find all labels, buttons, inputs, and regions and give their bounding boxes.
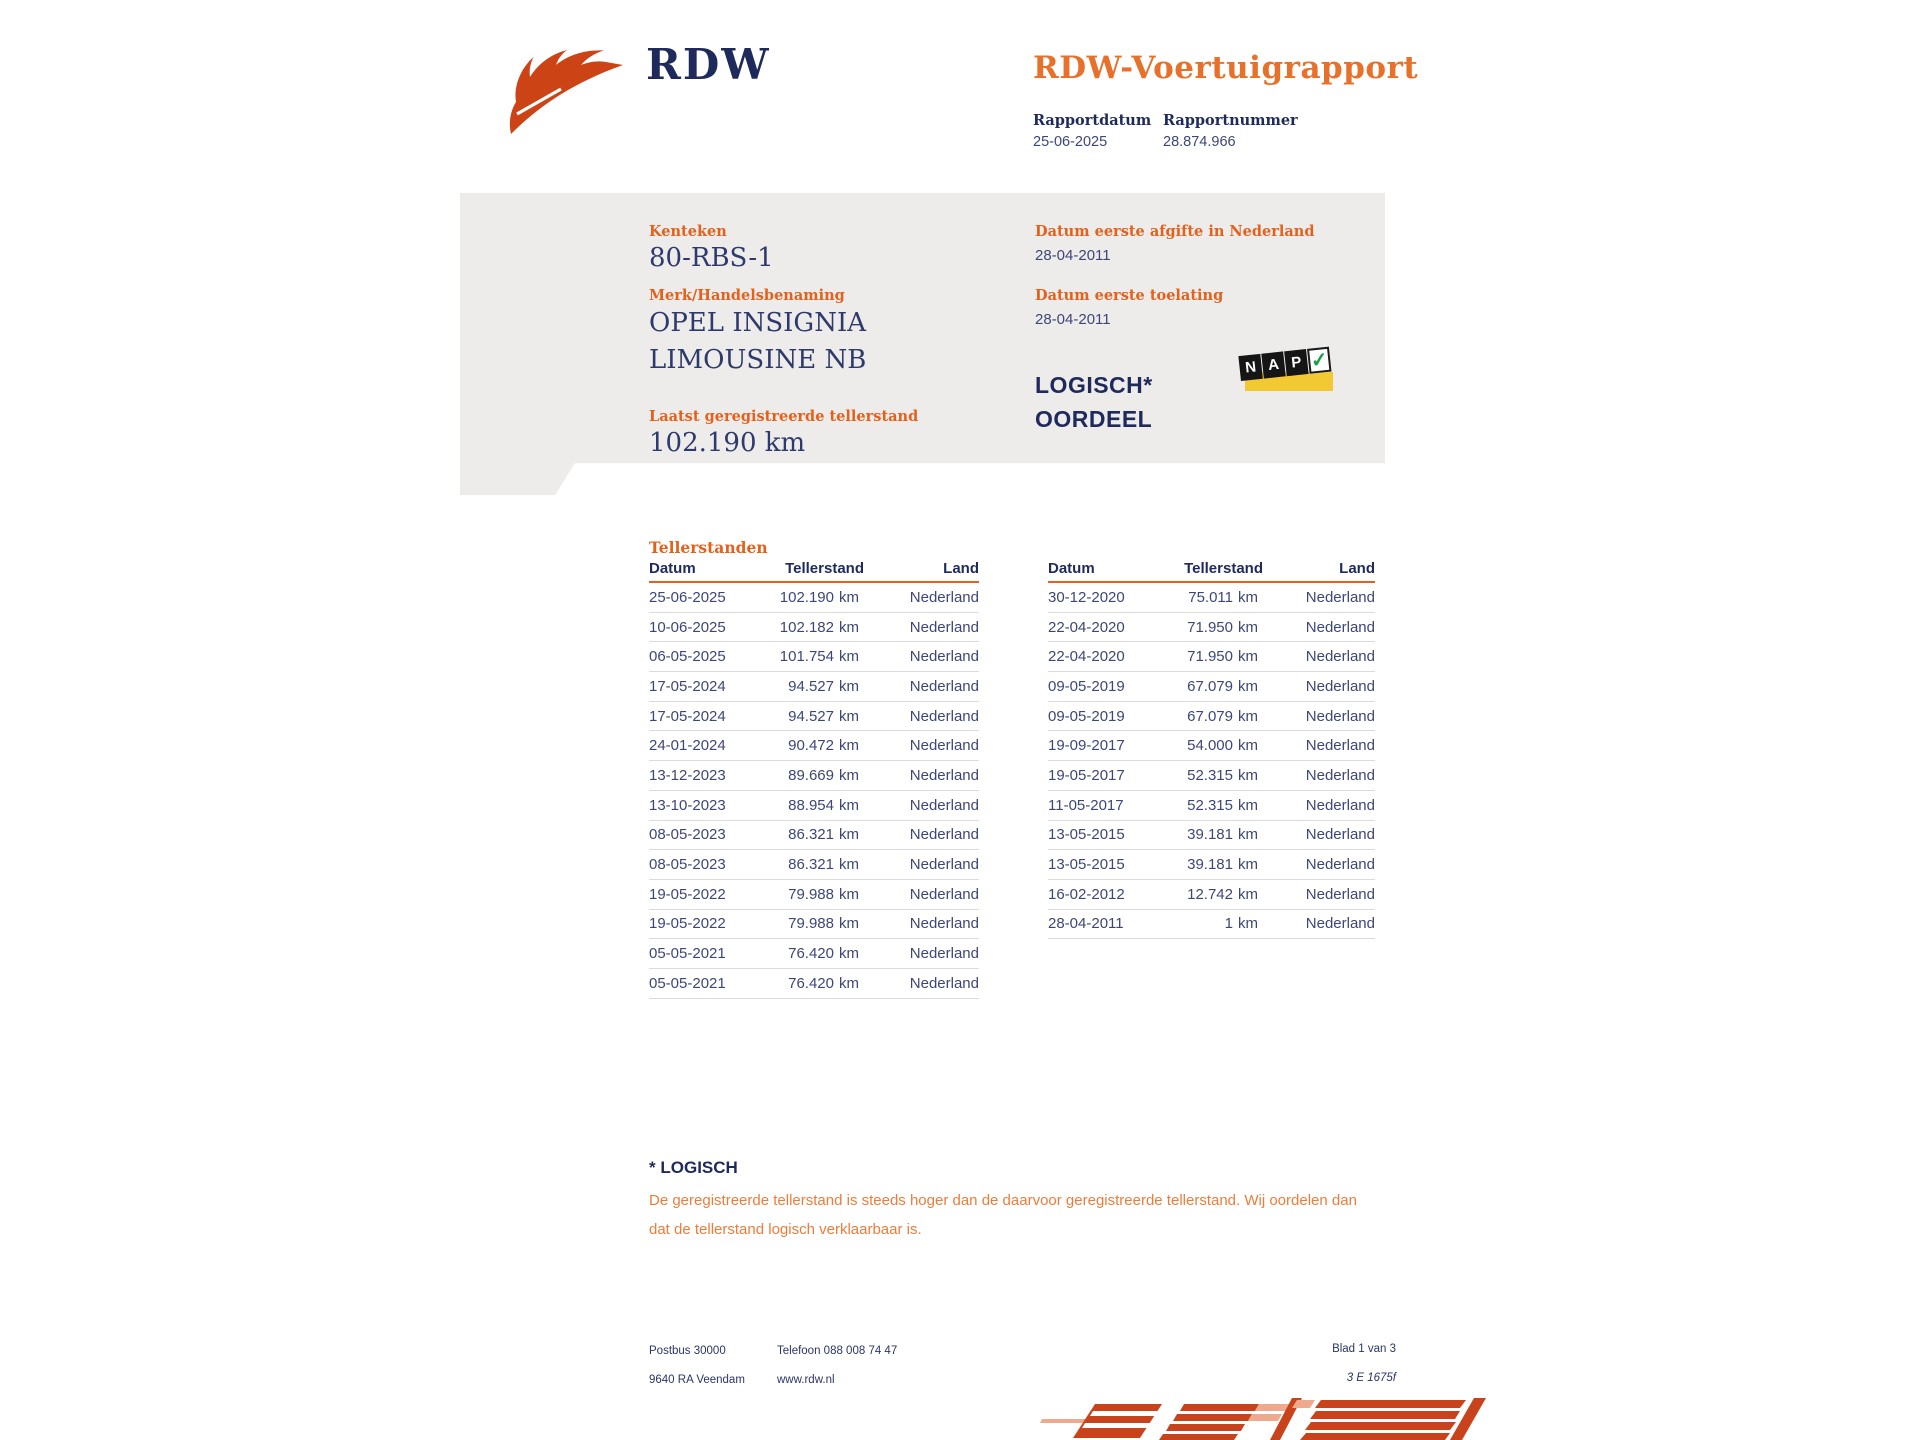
cell-datum: 19-05-2017	[1048, 766, 1125, 784]
table-row	[649, 791, 979, 821]
cell-tellerstand: 1	[1224, 915, 1233, 933]
table-body	[649, 583, 979, 999]
table-header-row	[1048, 560, 1375, 583]
cell-datum: 17-05-2024	[649, 707, 726, 725]
cell-datum: 16-02-2012	[1048, 885, 1125, 903]
cell-datum: 11-05-2017	[1048, 796, 1124, 814]
nap-logo	[1241, 348, 1341, 400]
cell-tellerstand: 94.527	[788, 677, 834, 695]
cell-unit: km	[1238, 856, 1258, 874]
cell-unit: km	[839, 826, 859, 844]
cell-land: Nederland	[909, 677, 979, 695]
nap-letter-a: A	[1261, 351, 1285, 378]
table-row	[1048, 672, 1375, 702]
report-date-label: Rapportdatum	[1033, 112, 1152, 129]
table-row	[1048, 613, 1375, 643]
cell-unit: km	[839, 885, 859, 903]
table-row	[649, 731, 979, 761]
footnote-line2: dat de tellerstand logisch verklaarbaar is.	[649, 1221, 922, 1238]
cell-land: Nederland	[909, 766, 979, 784]
cell-tellerstand: 101.754	[779, 648, 834, 666]
cell-tellerstand: 67.079	[1187, 707, 1233, 725]
footer-postbus: Postbus 30000	[649, 1345, 726, 1357]
cell-tellerstand: 71.950	[1187, 648, 1233, 666]
cell-land: Nederland	[909, 796, 979, 814]
cell-unit: km	[839, 856, 859, 874]
col-header-datum: Datum	[1048, 560, 1095, 577]
cell-datum: 13-05-2015	[1048, 856, 1125, 874]
cell-land: Nederland	[909, 588, 979, 606]
cell-datum: 10-06-2025	[649, 618, 726, 636]
table-row	[1048, 702, 1375, 732]
table-header-row	[649, 560, 979, 583]
nap-checkmark-icon: ✓	[1307, 347, 1331, 374]
table-row	[1048, 880, 1375, 910]
table-row	[649, 880, 979, 910]
cell-tellerstand: 39.181	[1187, 856, 1233, 874]
cell-unit: km	[1238, 826, 1258, 844]
cell-tellerstand: 12.742	[1187, 885, 1233, 903]
table-row	[649, 910, 979, 940]
nap-letter-p: P	[1284, 349, 1308, 376]
cell-tellerstand: 71.950	[1187, 618, 1233, 636]
table-row	[1048, 761, 1375, 791]
cell-unit: km	[1238, 915, 1258, 933]
laatste-tellerstand-label: Laatst geregistreerde tellerstand	[649, 408, 919, 425]
cell-unit: km	[839, 588, 859, 606]
cell-unit: km	[839, 737, 859, 755]
table-row	[1048, 821, 1375, 851]
cell-unit: km	[839, 677, 859, 695]
rdw-feather-logo-icon	[505, 50, 630, 138]
cell-unit: km	[839, 945, 859, 963]
cell-tellerstand: 54.000	[1187, 737, 1233, 755]
nap-letter-n: N	[1238, 354, 1262, 381]
cell-unit: km	[1238, 707, 1258, 725]
footnote-title	[649, 1158, 738, 1178]
footer-phone: Telefoon 088 008 74 47	[777, 1345, 898, 1357]
cell-tellerstand: 67.079	[1187, 677, 1233, 695]
cell-unit: km	[839, 648, 859, 666]
table-body	[1048, 583, 1375, 939]
footer-form-code: 3 E 1675f	[1346, 1372, 1396, 1384]
cell-land: Nederland	[1305, 618, 1375, 636]
cell-tellerstand: 86.321	[788, 856, 834, 874]
cell-land: Nederland	[909, 915, 979, 933]
cell-tellerstand: 79.988	[788, 885, 834, 903]
cell-tellerstand: 52.315	[1187, 796, 1233, 814]
cell-datum: 13-05-2015	[1048, 826, 1125, 844]
cell-unit: km	[839, 915, 859, 933]
table-row	[1048, 731, 1375, 761]
cell-tellerstand: 86.321	[788, 826, 834, 844]
cell-land: Nederland	[1305, 588, 1375, 606]
table-row	[649, 702, 979, 732]
cell-unit: km	[839, 766, 859, 784]
cell-datum: 08-05-2023	[649, 856, 726, 874]
cell-tellerstand: 90.472	[788, 737, 834, 755]
laatste-tellerstand-value: 102.190 km	[649, 428, 806, 458]
cell-land: Nederland	[1305, 856, 1375, 874]
cell-datum: 25-06-2025	[649, 588, 726, 606]
cell-datum: 09-05-2019	[1048, 677, 1125, 695]
table-row	[649, 672, 979, 702]
cell-datum: 09-05-2019	[1048, 707, 1125, 725]
cell-land: Nederland	[1305, 707, 1375, 725]
tellerstanden-table-right	[1048, 560, 1375, 939]
footer-website: www.rdw.nl	[777, 1374, 835, 1386]
table-row	[649, 850, 979, 880]
cell-tellerstand: 88.954	[788, 796, 834, 814]
col-header-land: Land	[1339, 560, 1375, 577]
cell-datum: 17-05-2024	[649, 677, 726, 695]
cell-land: Nederland	[1305, 648, 1375, 666]
footnote-star: *	[649, 1158, 656, 1177]
cell-land: Nederland	[909, 974, 979, 992]
cell-datum: 06-05-2025	[649, 648, 726, 666]
cell-datum: 19-05-2022	[649, 915, 726, 933]
table-row	[649, 821, 979, 851]
cell-land: Nederland	[1305, 915, 1375, 933]
cell-datum: 30-12-2020	[1048, 588, 1125, 606]
cell-datum: 05-05-2021	[649, 945, 726, 963]
cell-land: Nederland	[1305, 677, 1375, 695]
report-date-value: 25-06-2025	[1033, 134, 1108, 150]
cell-land: Nederland	[909, 737, 979, 755]
cell-land: Nederland	[909, 945, 979, 963]
cell-unit: km	[1238, 796, 1258, 814]
table-row	[1048, 642, 1375, 672]
cell-datum: 19-09-2017	[1048, 737, 1125, 755]
cell-unit: km	[1238, 677, 1258, 695]
cell-land: Nederland	[1305, 885, 1375, 903]
table-row	[649, 969, 979, 999]
cell-unit: km	[1238, 766, 1258, 784]
table-row	[649, 939, 979, 969]
cell-land: Nederland	[1305, 737, 1375, 755]
report-number-label: Rapportnummer	[1163, 112, 1298, 129]
cell-unit: km	[839, 796, 859, 814]
cell-unit: km	[839, 974, 859, 992]
cell-unit: km	[839, 707, 859, 725]
cell-unit: km	[1238, 588, 1258, 606]
cell-land: Nederland	[909, 618, 979, 636]
footnote-line1: De geregistreerde tellerstand is steeds hoger dan de daarvoor geregistreerde tellerstand. Wij oordelen dan	[649, 1192, 1357, 1209]
cell-tellerstand: 102.182	[779, 618, 834, 636]
table-row	[1048, 850, 1375, 880]
table-row	[1048, 583, 1375, 613]
cell-datum: 24-01-2024	[649, 737, 726, 755]
report-number-value: 28.874.966	[1163, 134, 1236, 150]
cell-datum: 22-04-2020	[1048, 648, 1125, 666]
cell-unit: km	[1238, 618, 1258, 636]
cell-tellerstand: 89.669	[788, 766, 834, 784]
footnote-title-text: LOGISCH	[660, 1158, 738, 1177]
tellerstanden-section-title: Tellerstanden	[649, 538, 768, 557]
table-row	[649, 642, 979, 672]
cell-land: Nederland	[909, 707, 979, 725]
kenteken-value: 80-RBS-1	[649, 243, 774, 273]
cell-tellerstand: 94.527	[788, 707, 834, 725]
rdw-wordmark: RDW	[646, 40, 771, 89]
cell-unit: km	[1238, 885, 1258, 903]
datum-toelating-value: 28-04-2011	[1035, 311, 1111, 328]
datum-toelating-label: Datum eerste toelating	[1035, 287, 1224, 304]
cell-datum: 13-10-2023	[649, 796, 726, 814]
cell-datum: 22-04-2020	[1048, 618, 1125, 636]
cell-tellerstand: 39.181	[1187, 826, 1233, 844]
cell-datum: 13-12-2023	[649, 766, 726, 784]
cell-land: Nederland	[909, 885, 979, 903]
table-row	[649, 583, 979, 613]
merk-label: Merk/Handelsbenaming	[649, 287, 845, 304]
cell-land: Nederland	[1305, 826, 1375, 844]
table-row	[649, 761, 979, 791]
cell-tellerstand: 52.315	[1187, 766, 1233, 784]
merk-value-line2: LIMOUSINE NB	[649, 345, 867, 375]
cell-land: Nederland	[909, 826, 979, 844]
cell-land: Nederland	[1305, 796, 1375, 814]
footer-city: 9640 RA Veendam	[649, 1374, 745, 1386]
cell-datum: 19-05-2022	[649, 885, 726, 903]
cell-land: Nederland	[1305, 766, 1375, 784]
table-row	[1048, 791, 1375, 821]
kenteken-label: Kenteken	[649, 223, 727, 240]
table-row	[649, 613, 979, 643]
cell-unit: km	[839, 618, 859, 636]
cell-datum: 05-05-2021	[649, 974, 726, 992]
merk-value-line1: OPEL INSIGNIA	[649, 308, 866, 338]
oordeel-line1: LOGISCH*	[1035, 372, 1153, 398]
datum-afgifte-value: 28-04-2011	[1035, 247, 1111, 264]
oordeel-text	[1035, 368, 1153, 436]
cell-land: Nederland	[909, 648, 979, 666]
col-header-tellerstand: Tellerstand	[1184, 560, 1263, 577]
cell-unit: km	[1238, 648, 1258, 666]
cell-tellerstand: 79.988	[788, 915, 834, 933]
cell-unit: km	[1238, 737, 1258, 755]
speed-stripes-graphic	[1030, 1398, 1490, 1440]
datum-afgifte-label: Datum eerste afgifte in Nederland	[1035, 223, 1315, 240]
cell-tellerstand: 76.420	[788, 974, 834, 992]
col-header-datum: Datum	[649, 560, 696, 577]
cell-tellerstand: 75.011	[1188, 588, 1233, 606]
tellerstanden-table-left	[649, 560, 979, 999]
page-title: RDW-Voertuigrapport	[1033, 50, 1419, 86]
cell-datum: 08-05-2023	[649, 826, 726, 844]
oordeel-line2: OORDEEL	[1035, 406, 1153, 432]
table-row	[1048, 910, 1375, 940]
footer-page-number: Blad 1 van 3	[1332, 1343, 1396, 1355]
col-header-tellerstand: Tellerstand	[785, 560, 864, 577]
col-header-land: Land	[943, 560, 979, 577]
cell-tellerstand: 102.190	[779, 588, 834, 606]
cell-land: Nederland	[909, 856, 979, 874]
cell-tellerstand: 76.420	[788, 945, 834, 963]
cell-datum: 28-04-2011	[1048, 915, 1124, 933]
